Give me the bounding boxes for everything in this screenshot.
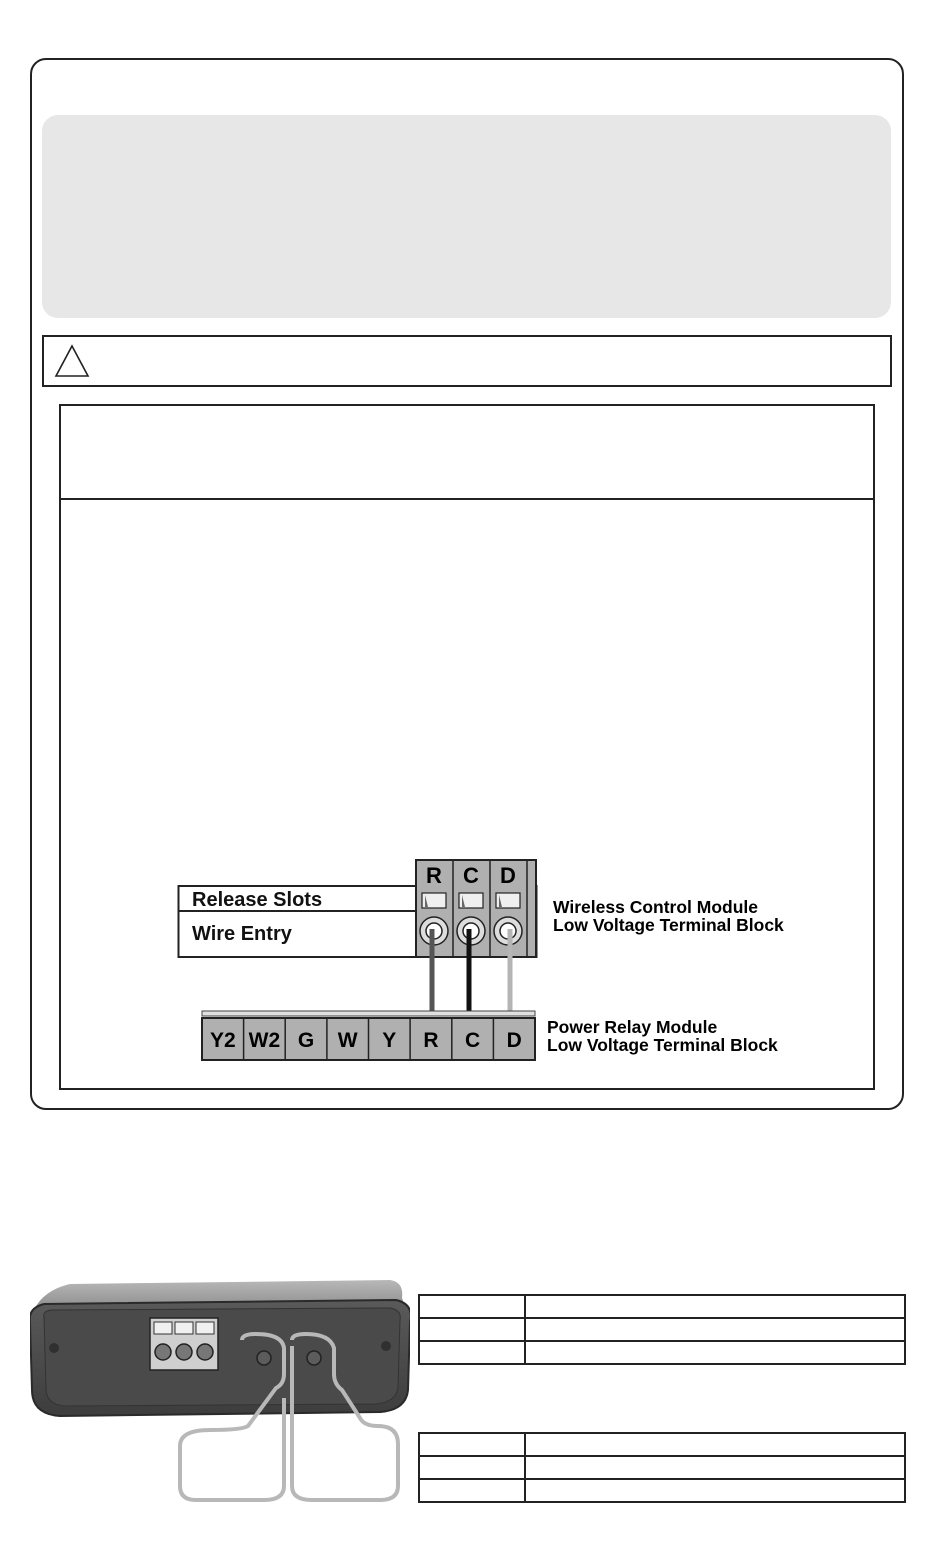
power-terminal-label: Y [382,1029,397,1052]
power-terminal-label: D [506,1029,522,1052]
warning-box [42,335,892,387]
wireless-terminal-label: D [500,863,516,888]
table-row [419,1479,905,1502]
connector-icon [150,1318,218,1370]
power-terminal-label: C [465,1029,481,1052]
power-terminal-label: Y2 [209,1029,236,1052]
power-module-subtitle: Low Voltage Terminal Block [547,1035,778,1055]
release-slot [496,893,520,908]
led-2-icon [307,1351,321,1365]
power-module-title: Power Relay Module [547,1017,718,1037]
wire-entry-label: Wire Entry [192,923,292,945]
instruction-divider [61,498,873,500]
power-terminal-label: G [297,1029,315,1052]
table-row [419,1318,905,1341]
product-photo [30,1278,410,1508]
power-terminal-label: W [337,1029,358,1052]
wireless-module-subtitle: Low Voltage Terminal Block [553,915,784,935]
wireless-terminal-label: R [426,863,442,888]
power-terminal-label: W2 [248,1029,281,1052]
table-row [419,1295,905,1318]
wireless-terminal-label: C [463,863,479,888]
release-slot [422,893,446,908]
led-1-icon [257,1351,271,1365]
led-status-table [418,1432,906,1503]
table-row [419,1341,905,1364]
power-terminal-label: R [423,1029,439,1052]
wiring-diagram [170,855,860,1070]
wireless-module-title: Wireless Control Module [553,897,759,917]
screw-hole-icon [49,1343,59,1353]
release-slots-label: Release Slots [192,889,323,911]
table-row [419,1456,905,1479]
table-row [419,1433,905,1456]
info-panel [42,115,891,318]
screw-hole-icon [381,1341,391,1351]
release-slot [459,893,483,908]
led-status-table [418,1294,906,1365]
power-terminal-block [202,1011,535,1060]
warning-triangle-icon [54,344,90,378]
